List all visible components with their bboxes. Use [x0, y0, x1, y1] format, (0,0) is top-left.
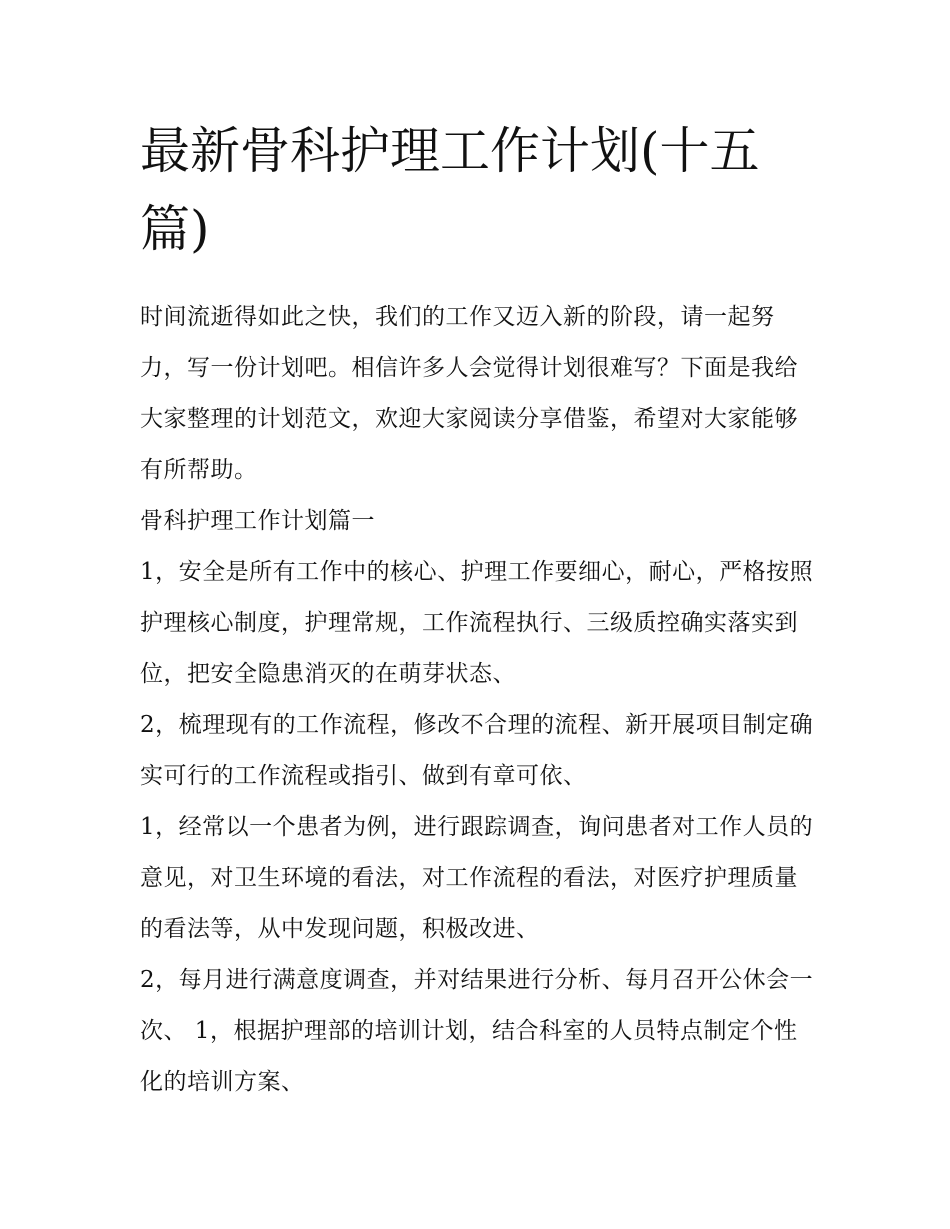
body-paragraph: 1，安全是所有工作中的核心、护理工作要细心，耐心，严格按照护理核心制度，护理常规，工作流程执行、三级质控确实落实到位，把安全隐患消灭的在萌芽状态、	[140, 559, 814, 687]
document-title: 最新骨科护理工作计划(十五篇)	[140, 122, 760, 258]
body-paragraph: 1，经常以一个患者为例，进行跟踪调查，询问患者对工作人员的意见，对卫生环境的看法，对工作流程的看法，对医疗护理质量的看法等，从中发现问题，积极改进、	[140, 814, 814, 942]
body-paragraph: 2，梳理现有的工作流程，修改不合理的流程、新开展项目制定确实可行的工作流程或指引、做到有章可依、	[140, 712, 814, 789]
section-heading: 骨科护理工作计划篇一	[140, 508, 375, 534]
body-paragraph: 2，每月进行满意度调查，并对结果进行分析、每月召开公休会一次、 1，根据护理部的培训计划，结合科室的人员特点制定个性化的培训方案、	[140, 967, 814, 1095]
intro-paragraph: 时间流逝得如此之快，我们的工作又迈入新的阶段，请一起努力，写一份计划吧。相信许多人会觉得计划很难写？下面是我给大家整理的计划范文，欢迎大家阅读分享借鉴，希望对大家能够有所帮助。	[140, 304, 798, 483]
document-body	[140, 112, 820, 1108]
